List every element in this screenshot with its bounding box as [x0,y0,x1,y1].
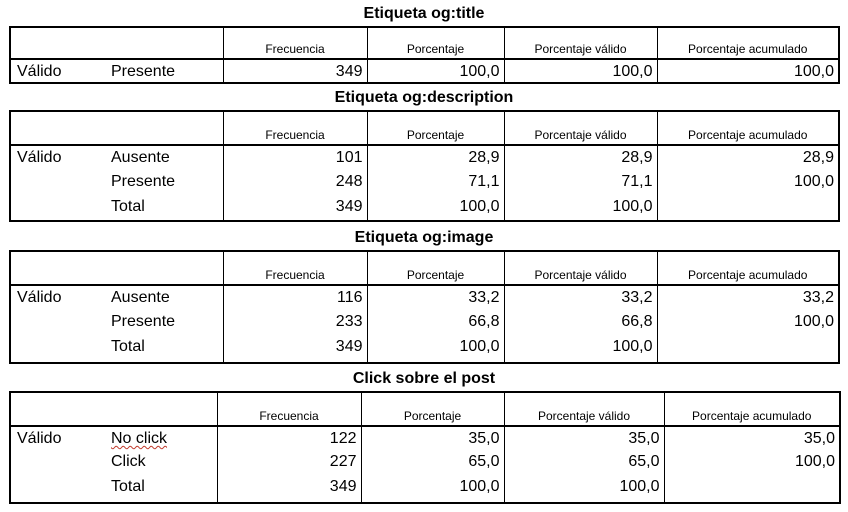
header-stub [10,111,223,145]
valid-pct-cell: 71,1 [504,170,657,195]
freq-cell: 116 [223,285,367,310]
category-label: Ausente [111,289,170,306]
freq-cell: 349 [223,59,367,83]
header-frecuencia: Frecuencia [223,251,367,285]
valid-pct-cell: 33,2 [504,285,657,310]
pct-cell: 100,0 [367,335,504,363]
valid-pct-cell: 66,8 [504,310,657,335]
valid-pct-cell: 100,0 [504,195,657,221]
pct-cell: 100,0 [367,195,504,221]
category-label: Total [111,478,145,495]
cum-pct-cell: 100,0 [657,59,839,83]
header-porcentaje: Porcentaje [367,111,504,145]
header-porcentaje: Porcentaje [367,27,504,59]
cum-pct-cell: 100,0 [664,450,840,475]
freq-cell: 349 [217,475,361,503]
table-row [10,310,839,335]
pct-cell: 100,0 [361,475,504,503]
valid-pct-cell: 100,0 [504,59,657,83]
freq-cell: 101 [223,145,367,170]
group-label: Válido [17,430,62,447]
cum-pct-cell: 100,0 [657,170,839,195]
freq-cell: 227 [217,450,361,475]
header-stub [10,27,223,59]
cum-pct-cell: 35,0 [664,426,840,450]
table-row [10,195,839,221]
header-porcentaje-valido: Porcentaje válido [504,392,664,426]
frequency-table [9,26,840,84]
cum-pct-cell: 100,0 [657,310,839,335]
table-title: Etiqueta og:image [354,229,494,246]
pct-cell: 35,0 [361,426,504,450]
valid-pct-cell: 65,0 [504,450,664,475]
category-label: Click [111,453,146,470]
frequency-table [9,391,841,504]
category-label: Presente [111,173,176,190]
frequency-table [9,250,840,364]
cum-pct-cell: 28,9 [657,145,839,170]
table-row [10,426,840,450]
table-row [10,145,839,170]
group-label: Válido [17,63,62,80]
pct-cell: 100,0 [367,59,504,83]
header-stub [10,251,223,285]
table-title: Etiqueta og:title [363,5,485,22]
freq-cell: 122 [217,426,361,450]
freq-cell: 349 [223,335,367,363]
table-row [10,450,840,475]
pct-cell: 28,9 [367,145,504,170]
header-porcentaje-acumulado: Porcentaje acumulado [657,111,839,145]
pct-cell: 33,2 [367,285,504,310]
category-text: No click [111,430,168,447]
valid-pct-cell: 100,0 [504,475,664,503]
cum-pct-cell: 33,2 [657,285,839,310]
header-frecuencia: Frecuencia [223,111,367,145]
valid-pct-cell: 100,0 [504,335,657,363]
header-porcentaje-acumulado: Porcentaje acumulado [664,392,840,426]
header-row [10,392,840,426]
header-porcentaje: Porcentaje [367,251,504,285]
freq-cell: 248 [223,170,367,195]
header-porcentaje-acumulado: Porcentaje acumulado [657,27,839,59]
header-stub [10,392,217,426]
header-porcentaje-valido: Porcentaje válido [504,251,657,285]
category-label: Total [111,198,145,215]
category-label: Total [111,338,145,355]
group-label: Válido [17,149,62,166]
group-label: Válido [17,289,62,306]
pct-cell: 66,8 [367,310,504,335]
category-label [105,426,217,450]
header-row [10,111,839,145]
freq-cell: 233 [223,310,367,335]
header-porcentaje-valido: Porcentaje válido [504,111,657,145]
cum-pct-cell [664,475,840,503]
header-porcentaje-acumulado: Porcentaje acumulado [657,251,839,285]
header-frecuencia: Frecuencia [217,392,361,426]
header-frecuencia: Frecuencia [223,27,367,59]
pct-cell: 71,1 [367,170,504,195]
valid-pct-cell: 35,0 [504,426,664,450]
header-row [10,251,839,285]
category-label: Presente [111,63,176,80]
table-row [10,335,839,363]
table-row [10,170,839,195]
table-row [10,475,840,503]
table-title: Etiqueta og:description [334,89,514,106]
category-label: Ausente [111,149,170,166]
table-title: Click sobre el post [352,370,496,387]
table-row [10,285,839,310]
table-row [10,59,839,83]
header-porcentaje: Porcentaje [361,392,504,426]
freq-cell: 349 [223,195,367,221]
valid-pct-cell: 28,9 [504,145,657,170]
cum-pct-cell [657,195,839,221]
cum-pct-cell [657,335,839,363]
header-porcentaje-valido: Porcentaje válido [504,27,657,59]
frequency-table [9,110,840,222]
pct-cell: 65,0 [361,450,504,475]
header-row [10,27,839,59]
category-label: Presente [111,313,176,330]
